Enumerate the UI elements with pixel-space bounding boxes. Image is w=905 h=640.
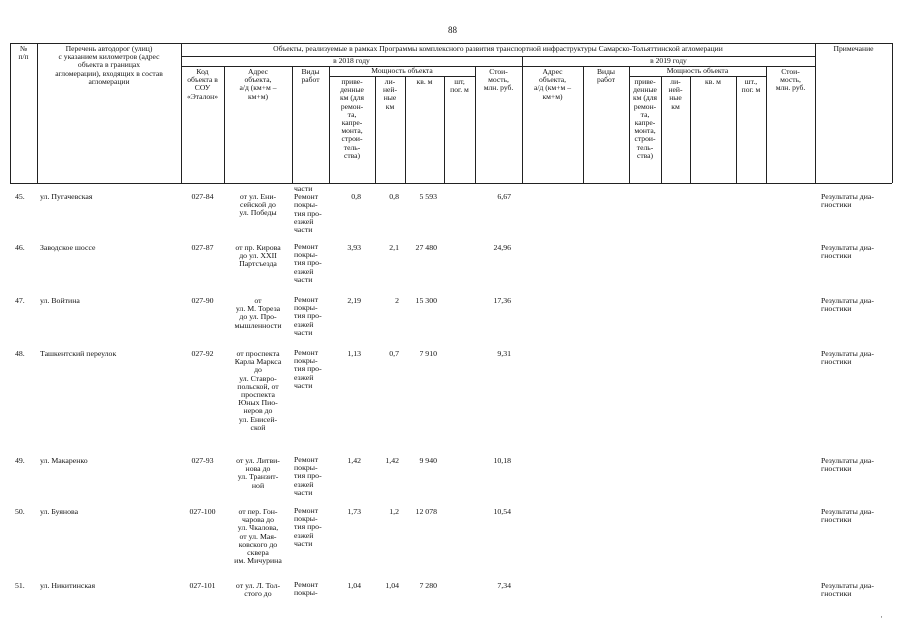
header-works-2019: Виды работ — [596, 67, 616, 85]
row-cost: 6,67 — [497, 192, 511, 201]
row-works: Ремонт покры- тия про- езжей части — [294, 295, 322, 337]
row-linear-km: 0,8 — [389, 192, 399, 201]
row-note: Результаты диа- гностики — [821, 243, 874, 261]
row-address: от пр. Кирова до ул. XXII Партсъезда — [235, 243, 281, 269]
row-works: Ремонт покры- — [294, 580, 319, 598]
row-sqm: 7 280 — [419, 581, 437, 590]
row-works: Ремонт покры- тия про- езжей части — [294, 348, 322, 390]
row-note: Результаты диа- гностики — [821, 581, 874, 599]
header-address-2019: Адрес объекта, а/д (км+м – км+м) — [533, 67, 572, 101]
row-code: 027-101 — [189, 581, 216, 590]
row-linear-km: 0,7 — [389, 349, 399, 358]
row-number: 48. — [15, 349, 25, 358]
row-road-name: Ташкентский переулок — [40, 349, 117, 358]
header-reduced-km: приве- денные км (для ремон- та, капре- монта, строи- тель- ства) — [339, 77, 365, 160]
row-linear-km: 1,2 — [389, 507, 399, 516]
header-cost: Стои- мость, млн. руб. — [483, 67, 514, 93]
header-num: № п/п — [18, 44, 29, 62]
row-reduced-km: 1,42 — [347, 456, 361, 465]
row-reduced-km: 1,04 — [347, 581, 361, 590]
row-reduced-km: 1,13 — [347, 349, 361, 358]
row-works: Ремонт покры- тия про- езжей части — [294, 506, 322, 548]
row-number: 51. — [15, 581, 25, 590]
row-code: 027-87 — [191, 243, 214, 252]
header-year-2018: в 2018 году — [333, 56, 370, 65]
row-linear-km: 1,42 — [385, 456, 399, 465]
header-note: Примечание — [833, 44, 874, 53]
row-sqm: 15 300 — [415, 296, 437, 305]
header-sqm: кв. м — [416, 77, 433, 86]
header-objects-title: Объекты, реализуемые в рамках Программы комплексного развития транспортной инфраструктуры Самарско-Тольяттинской агломерации — [273, 44, 723, 53]
row-linear-km: 2,1 — [389, 243, 399, 252]
row-road-name: ул. Никитинская — [40, 581, 96, 590]
header-linear-km-2019: ли- ней- ные км — [668, 77, 683, 111]
row-number: 49. — [15, 456, 25, 465]
row-cost: 10,18 — [493, 456, 511, 465]
row-sqm: 27 480 — [415, 243, 437, 252]
row-sqm: 9 940 — [419, 456, 437, 465]
row-address: от ул. М. Тореза до ул. Про- мышленности — [234, 296, 282, 330]
row-cost: 7,34 — [497, 581, 511, 590]
row-number: 46. — [15, 243, 25, 252]
row-number: 45. — [15, 192, 25, 201]
header-pcs-2019: шт., пог. м — [741, 77, 761, 95]
row-address: от пер. Гон- чарова до ул. Чкалова, от ул. Мая- ковского до сквера им. Мичурина — [234, 507, 282, 566]
row-address: от ул. Л. Тол- стого до — [235, 581, 281, 599]
row-note: Результаты диа- гностики — [821, 192, 874, 210]
header-capacity: Мощность объекта — [371, 66, 433, 75]
row-road-name: Заводское шоссе — [40, 243, 96, 252]
row-sqm: 12 078 — [415, 507, 437, 516]
header-works: Виды работ — [301, 67, 320, 85]
row-linear-km: 1,04 — [385, 581, 399, 590]
header-pcs: шт, пог. м — [450, 77, 469, 95]
row-cost: 10,54 — [493, 507, 511, 516]
page-number: 88 — [448, 25, 457, 35]
row-reduced-km: 1,73 — [347, 507, 361, 516]
header-year-2019: в 2019 году — [650, 56, 687, 65]
row-reduced-km: 2,19 — [347, 296, 361, 305]
row-road-name: ул. Буянова — [40, 507, 79, 516]
header-roads: Перечень автодорог (улиц) с указанием километров (адрес объекта в границах агломерации), входящих в состав агломерации — [55, 44, 163, 86]
row-reduced-km: 3,93 — [347, 243, 361, 252]
scan-mark: · — [880, 612, 883, 622]
row-note: Результаты диа- гностики — [821, 349, 874, 367]
row-note: Результаты диа- гностики — [821, 507, 874, 525]
row-cost: 24,96 — [493, 243, 511, 252]
row-code: 027-93 — [191, 456, 214, 465]
header-address: Адрес объекта, а/д (км+м – км+м) — [239, 67, 277, 101]
header-sqm-2019: кв. м — [705, 77, 721, 86]
row-linear-km: 2 — [395, 296, 399, 305]
row-works: части Ремонт покры- тия про- езжей части — [294, 184, 322, 235]
row-road-name: ул. Макаренко — [40, 456, 88, 465]
row-number: 50. — [15, 507, 25, 516]
header-capacity-2019: Мощность объекта — [666, 66, 729, 75]
row-sqm: 7 910 — [419, 349, 437, 358]
row-code: 027-90 — [191, 296, 214, 305]
row-number: 47. — [15, 296, 25, 305]
header-code: Код объекта в СОУ «Эталон» — [186, 67, 219, 101]
row-reduced-km: 0,8 — [351, 192, 361, 201]
row-address: от ул. Ени- сейской до ул. Победы — [239, 192, 277, 218]
row-code: 027-92 — [191, 349, 214, 358]
row-works: Ремонт покры- тия про- езжей части — [294, 455, 322, 497]
row-cost: 9,31 — [497, 349, 511, 358]
row-code: 027-100 — [189, 507, 216, 516]
row-note: Результаты диа- гностики — [821, 296, 874, 314]
row-code: 027-84 — [191, 192, 214, 201]
row-note: Результаты диа- гностики — [821, 456, 874, 474]
row-road-name: ул. Пугачевская — [40, 192, 93, 201]
row-road-name: ул. Войтина — [40, 296, 80, 305]
header-reduced-km-2019: приве- денные км (для ремон- та, капре- монта, строи- тель- ства) — [632, 77, 658, 160]
header-linear-km: ли- ней- ные км — [382, 77, 398, 111]
row-address: от проспекта Карла Маркса до ул. Ставро- польской, от проспекта Юных Пио- неров до ул. Енисей- ской — [234, 349, 282, 432]
row-cost: 17,36 — [493, 296, 511, 305]
row-works: Ремонт покры- тия про- езжей части — [294, 242, 322, 284]
row-sqm: 5 593 — [419, 192, 437, 201]
header-cost-2019: Стои- мость, млн. руб. — [775, 67, 806, 93]
row-address: от ул. Литви- нова до ул. Транзит- ной — [236, 456, 280, 490]
